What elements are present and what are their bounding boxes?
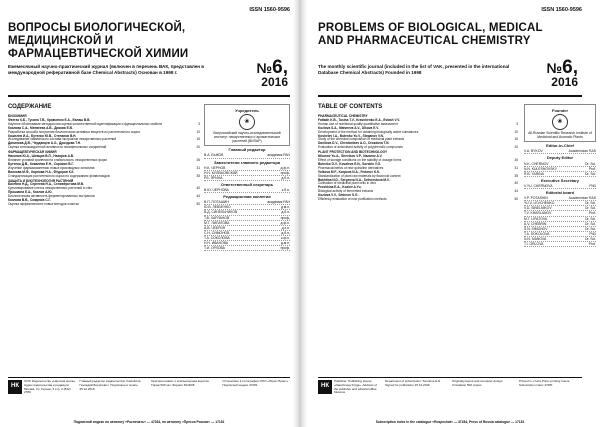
- toc-authors: Фаттах К.Б., Тусина Т.В., Кравченко Е.А., Евлаш В.В.: [8, 117, 91, 122]
- editorial-sidebar: [524, 104, 596, 247]
- journal-subtitle: Ежемесячный научно-практический журнал (включен в перечень ВАК, представлен в международной реферативной базе Chemical Abstracts) Основан в 1998 г.: [8, 64, 205, 75]
- editor-rank: Academician RAS: [568, 196, 596, 201]
- editor-rank: Prof.: [588, 166, 596, 171]
- toc-authors: Волкова М.Ф., Карпова Н.А., Фёдоров К.К.: [8, 169, 75, 174]
- toc-page-number: 15: [514, 137, 518, 142]
- issue-no: 6,: [562, 57, 578, 78]
- editor-rank: Dr. Sci.: [585, 221, 596, 226]
- imprint-column: [452, 380, 515, 395]
- issue-year: 2016: [551, 75, 578, 89]
- editor-row: [524, 149, 596, 154]
- editor-rank: академик РАН: [267, 153, 290, 158]
- editor-name: В.А. БЫКОВ: [204, 153, 224, 158]
- issue-label: №: [256, 60, 273, 76]
- editor-name: Т.А. СОКОЛОВА: [204, 235, 230, 240]
- toc-page-number: 31: [514, 165, 518, 170]
- editor-rank: д.ф.н.: [280, 165, 290, 170]
- imprint-text: Отпечатано в типографии ООО «Юрис-Принт». Подписной индекс 47281: [222, 379, 289, 387]
- imprint-text: Главный редактор издательства: Самойлов Геннадий Борисович. Подписано в печать 25.12.2016: [79, 379, 141, 391]
- toc-page-number: 44: [514, 189, 518, 194]
- editor-name: В.П. ПОТАШИН: [204, 200, 229, 205]
- editor-rank: д.ф.н.: [280, 220, 290, 225]
- table-of-contents: [8, 114, 200, 207]
- editor-name: T.I. ORLOVA: [524, 241, 544, 246]
- issn: ISSN 1560-9596: [541, 7, 582, 13]
- editor-name: Р.Б. ЯРИНА: [204, 175, 223, 180]
- issue-number: [256, 57, 288, 89]
- editor-row: [204, 176, 290, 181]
- editor-row: [524, 184, 596, 189]
- toc-authors: Kozlova S.A., Matveeva A.V., Dikova E.V.: [318, 125, 379, 130]
- editor-rank: Prof.: [588, 241, 596, 246]
- founder-label: Учредитель: [235, 108, 259, 113]
- toc-authors: Proshkina E.A., Kozlov A.Yu.: [318, 185, 362, 190]
- editor-name: N.N. IVANOVA: [524, 236, 547, 241]
- toc-entry-title: Biological activity of fermented extracts: [318, 189, 374, 194]
- subscription-line: Подписной индекс по каталогу «Роспечать» — 47284, по каталогу «Пресса России» — 17181: [73, 420, 225, 424]
- editor-row: [524, 172, 596, 177]
- toc-entry-title: Научное обоснование методологии оценки количественной идентификации и функциональных свойств: [8, 121, 163, 126]
- toc-entry: [8, 203, 200, 207]
- founder-box: [524, 104, 596, 142]
- toc-page-number: 40: [196, 186, 200, 191]
- editorial-role: Deputy Editor: [546, 155, 574, 161]
- toc-entry: [8, 175, 200, 179]
- toc-authors: Bakhtina N.D., Sergeeva N.A., Seliverstova M.V.: [318, 177, 390, 182]
- editor-rank: д.б.н.: [281, 210, 290, 215]
- editor-name: М.Т. ЛИПАТОВА: [204, 220, 230, 225]
- right-page: [300, 0, 600, 427]
- imprint-column: [223, 380, 291, 395]
- divider: [8, 377, 290, 378]
- toc-entry-title: Pharmacokinetics of new quinoline derivatives: [318, 165, 384, 170]
- editor-name: Т.В. ХАРЛАНОВ: [204, 215, 230, 220]
- editor-rank: PhD: [589, 183, 596, 188]
- toc-page-number: 26: [196, 157, 200, 162]
- toc-authors: Nikonov Yu.A., Shevtsov V.P., Nazarov A.V.: [318, 154, 383, 159]
- editor-name: Н.К. ЧЕРНОВ: [204, 165, 226, 170]
- toc-entry-title: Human use of nutritional quality quantitative assessment: [318, 121, 398, 126]
- toc-page-number: 31: [196, 165, 200, 170]
- editor-name: YU.V. LEVCHENKO: [524, 201, 555, 206]
- editor-rank: Dr. Sci.: [585, 206, 596, 211]
- toc-section: ФАРМАЦЕВТИЧЕСКАЯ ХИМИЯ: [8, 150, 57, 155]
- editor-name: Ю.В. ЛЕВЧЕНКО: [204, 205, 231, 210]
- book-gutter: [293, 0, 307, 427]
- divider: [318, 377, 582, 378]
- toc-entry-title: Development of the method for obtaining biologically active substances: [318, 129, 419, 134]
- toc-heading: СОДЕРЖАНИЕ: [8, 104, 52, 110]
- toc-page-number: 3: [516, 121, 518, 126]
- table-of-contents: [318, 114, 518, 202]
- imprint-text: Originally-layout and computer design. Circulation 500 copies: [452, 379, 504, 387]
- toc-entry-title: Оценка эффективности новых методов очистки: [8, 201, 79, 206]
- toc-entry-title: Standardization of plant raw materials by flavonoid content: [318, 173, 401, 178]
- toc-entry-title: Разработка способа получения биологически активных веществ из растительного сырья: [8, 129, 140, 134]
- editor-name: А.В. ЧЕБРИН: [204, 225, 226, 230]
- editor-name: Т.И. ОРЛОВА: [204, 246, 225, 251]
- toc-entry-title: Изучение фармакокинетики новых производных хинолина: [8, 165, 95, 170]
- issue-year: 2016: [261, 75, 288, 89]
- founder-box: [204, 104, 290, 146]
- toc-page-number: 40: [514, 181, 518, 186]
- issue-label: №: [546, 60, 563, 76]
- editor-name: T.A. SOKOLOVA: [524, 231, 550, 236]
- editor-rank: проф.: [280, 170, 290, 175]
- editor-name: V.A. BYKOV: [524, 149, 543, 154]
- toc-authors: Koshelev I.A., Butenko Yu.V., Stepanov V.N.: [318, 133, 384, 138]
- editor-name: В.Д. СИНЕЛЬНИКОВ: [204, 210, 238, 215]
- toc-authors: Kozlova V.V., Smirnov S.G.: [318, 193, 359, 198]
- editor-name: С.Н. СИМОНОВ: [204, 230, 230, 235]
- toc-entry: [318, 198, 518, 202]
- toc-page-number: 35: [514, 173, 518, 178]
- toc-authors: Butenko D.V., Kovaleva E.N., Sorokin V.G.: [318, 161, 382, 166]
- editor-rank: Dr. Sci.: [585, 216, 596, 221]
- toc-entry-title: Efficiency evaluation of new purification methods: [318, 197, 387, 202]
- editor-rank: к.б.н.: [281, 188, 290, 193]
- toc-authors: Danilova D.V., Cherdantsev A.O., Drozdova T.N.: [318, 141, 390, 146]
- toc-page-number: 10: [196, 129, 200, 134]
- divider: [8, 95, 290, 97]
- editor-rank: Academician RAS: [568, 149, 596, 154]
- editor-rank: д.м.н.: [280, 240, 290, 245]
- toc-page-number: 50: [196, 201, 200, 206]
- toc-entry-title: Культивирование клеток лекарственных растений in vitro: [8, 186, 93, 191]
- journal-title: PROBLEMS OF BIOLOGICAL, MEDICAL AND PHARMACEUTICAL CHEMISTRY: [318, 22, 543, 47]
- toc-page-number: 26: [514, 157, 518, 162]
- editorial-sidebar: [204, 104, 290, 251]
- imprint-column: [318, 380, 381, 395]
- toc-entry-title: Влияние условий хранения на стабильность лекарственных форм: [8, 157, 107, 162]
- editor-row: [204, 188, 290, 193]
- toc-authors: Никонов Ю.А., Шевцов В.П., Назаров А.В.: [8, 154, 74, 159]
- toc-entry-title: Study of the chemical composition of medicinal plant extracts: [318, 137, 405, 142]
- toc-authors: Прошкина Е.А., Козлов А.Ю.: [8, 190, 53, 195]
- editor-rank: академик РАН: [267, 200, 290, 205]
- imprint-column: [151, 380, 219, 395]
- editor-name: V.P. POTASHIN: [524, 196, 548, 201]
- editor-row: [524, 242, 596, 247]
- institute-logo-icon: ❀: [239, 114, 255, 130]
- editor-name: В.Ю. ЧЕРНОВА: [204, 188, 229, 193]
- editor-row: [204, 153, 290, 158]
- editorial-role: Главный редактор: [228, 147, 266, 153]
- toc-section: PLANT PROTECTION AND BIOTECHNOLOGY: [318, 150, 388, 155]
- toc-authors: Бутенко Д.В., Ковалёва Е.Н., Сорокин В.Г.: [8, 161, 74, 166]
- toc-authors: Volkova M.F., Karpova N.A., Fedorov K.K.: [318, 169, 381, 174]
- founder-label: Founder: [552, 108, 568, 113]
- toc-page-number: 50: [514, 197, 518, 202]
- issue-number: [546, 57, 578, 89]
- editor-rank: Dr. Sci.: [585, 161, 596, 166]
- imprint-text: Publisher: Publishing House «Nauchnaya Kniga». Address of the publisher and editorial office: Moscow: [334, 379, 378, 395]
- editorial-role: Ответственный секретарь: [220, 181, 274, 187]
- founder-name: Всероссийский научно-исследовательский институт лекарственных и ароматических растений (ВИЛАР): [213, 131, 281, 144]
- editor-name: R.B. YARINA: [524, 171, 544, 176]
- editor-name: V.YU. CHERNOVA: [524, 183, 553, 188]
- editor-name: Н.Н. КУЛЕШОВСКИЙ: [204, 170, 238, 175]
- toc-authors: Кошелев И.А., Бутенко Ю.В., Степанов В.Н.: [8, 133, 77, 138]
- editor-rank: проф.: [280, 246, 290, 251]
- editor-rank: к.ф.н.: [281, 235, 290, 240]
- editor-rank: д.м.н.: [280, 205, 290, 210]
- editor-rank: д.б.н.: [281, 175, 290, 180]
- editor-name: S.N. SIMONOV: [524, 226, 548, 231]
- imprint-footer: [318, 380, 582, 395]
- imprint-text: ООО Издательство «Научная книга» Адрес издательства и редакции: Москва, Ул. Героев, 3 стр. 2 (812) 2789: [24, 379, 76, 395]
- toc-page-number: 35: [196, 173, 200, 178]
- editor-name: A.V. CHEBRIN: [524, 221, 547, 226]
- imprint-column: [80, 380, 148, 395]
- editor-name: N.N. KULESHOVSKY: [524, 166, 557, 171]
- toc-authors: Fattakh K.B., Tusina T.V., Kravchenko E.A., Evlash V.V.: [318, 117, 400, 122]
- editorial-role: Заместители главного редактора: [213, 159, 281, 165]
- toc-page-number: 20: [514, 145, 518, 150]
- editor-name: N.K. CHERNOV: [524, 161, 549, 166]
- editor-rank: Dr. Sci.: [585, 171, 596, 176]
- toc-page-number: 3: [198, 121, 200, 126]
- imprint-text: Оригинал-макет и компьютерная верстка. Тираж 500 экз. Формат 60x90/8: [151, 379, 210, 387]
- toc-entry-title: Effect of storage conditions on the stability of dosage forms: [318, 157, 402, 162]
- toc-entry-title: Стандартизация растительного сырья по содержанию флавоноидов: [8, 173, 110, 178]
- publisher-logo-icon: НК: [318, 380, 332, 394]
- imprint-text: Department of subscription: Sorokina E.N. Signed for publication 25.12.2016: [385, 379, 442, 387]
- editorial-role: Executive Secretary: [540, 177, 580, 183]
- editor-rank: проф.: [280, 215, 290, 220]
- issn: ISSN 1560-9596: [249, 7, 290, 13]
- editor-rank: д.х.н.: [281, 225, 290, 230]
- editor-name: Н.Н. ИВАНОВА: [204, 240, 229, 245]
- subscription-line: Subscription index in the catalogue «Rospechat» — 47284, Press of Russia catalogue — 17181: [375, 420, 525, 424]
- imprint-column: [8, 380, 76, 395]
- imprint-column: [385, 380, 448, 395]
- editorial-role: Editorial board: [545, 190, 575, 196]
- toc-entry-title: Evaluation of antioxidant activity of polyphenolic compounds: [318, 145, 403, 150]
- editor-row: [204, 246, 290, 251]
- editor-name: V.D. SINELNIKOV: [524, 206, 552, 211]
- toc-authors: Козлова С.А., Матвеева А.В., Дикова Е.В.: [8, 125, 73, 130]
- toc-section: БИОХИМИЯ: [8, 114, 27, 118]
- toc-authors: Бахтина Н.Д., Сергеева Н.А., Селивёрстова М.В.: [8, 182, 84, 187]
- toc-page-number: 15: [196, 137, 200, 142]
- editor-rank: д.б.н.: [281, 230, 290, 235]
- editor-rank: Prof.: [588, 211, 596, 216]
- editor-rank: Dr. Sci.: [585, 201, 596, 206]
- toc-entry-title: Оценка антиоксидантной активности полифенольных соединений: [8, 145, 107, 150]
- imprint-column: [519, 380, 582, 395]
- issue-no: 6,: [272, 57, 288, 78]
- editor-name: T.V. KHARLANOV: [524, 211, 552, 216]
- toc-section: PHARMACEUTICAL CHEMISTRY: [318, 114, 368, 118]
- toc-section: ЗАЩИТА И БИОТЕХНОЛОГИЯ РАСТЕНИЙ: [8, 178, 74, 183]
- toc-authors: Данилова Д.В., Черданцев А.О., Дроздова Т.Н.: [8, 141, 81, 146]
- editor-rank: PhD: [589, 231, 596, 236]
- divider: [318, 95, 582, 97]
- editorial-role: Редакционная коллегия: [223, 194, 271, 200]
- toc-page-number: 10: [514, 129, 518, 134]
- toc-entry-title: Исследование химического состава экстрактов лекарственных растений: [8, 137, 117, 142]
- journal-subtitle: The monthly scientific journal (included in the list of VAK, presented in the international Database Chemical Abstracts) Founded in 1998: [318, 64, 510, 75]
- journal-title: ВОПРОСЫ БИОЛОГИЧЕСКОЙ, МЕДИЦИНСКОЙ И ФАРМАЦЕВТИЧЕСКОЙ ХИМИИ: [8, 22, 189, 60]
- editorial-role: Editor-in-Chief: [546, 143, 574, 149]
- institute-logo-icon: ❀: [552, 114, 568, 130]
- toc-page-number: 44: [196, 194, 200, 199]
- editor-rank: Dr. Sci.: [585, 226, 596, 231]
- toc-page-number: 20: [196, 145, 200, 150]
- publisher-logo-icon: НК: [8, 380, 22, 394]
- toc-authors: Козлова В.В., Смирнов С.Г.: [8, 198, 51, 203]
- founder-name: All-Russian Scientific Research Institute of Medicinal and Aromatic Plants: [528, 131, 592, 140]
- editor-name: M.T. LIPATOVA: [524, 216, 548, 221]
- toc-entry-title: Cultivation of medicinal plant cells in vitro: [318, 181, 377, 186]
- imprint-text: Printed in «Yuris-Print» printing house. Subscription index 47281: [519, 379, 571, 387]
- editor-rank: Dr. Sci.: [585, 236, 596, 241]
- toc-entry-title: Биологическая активность ферментированных экстрактов: [8, 194, 95, 199]
- imprint-footer: [8, 380, 290, 395]
- toc-heading: TABLE OF CONTENTS: [318, 104, 383, 110]
